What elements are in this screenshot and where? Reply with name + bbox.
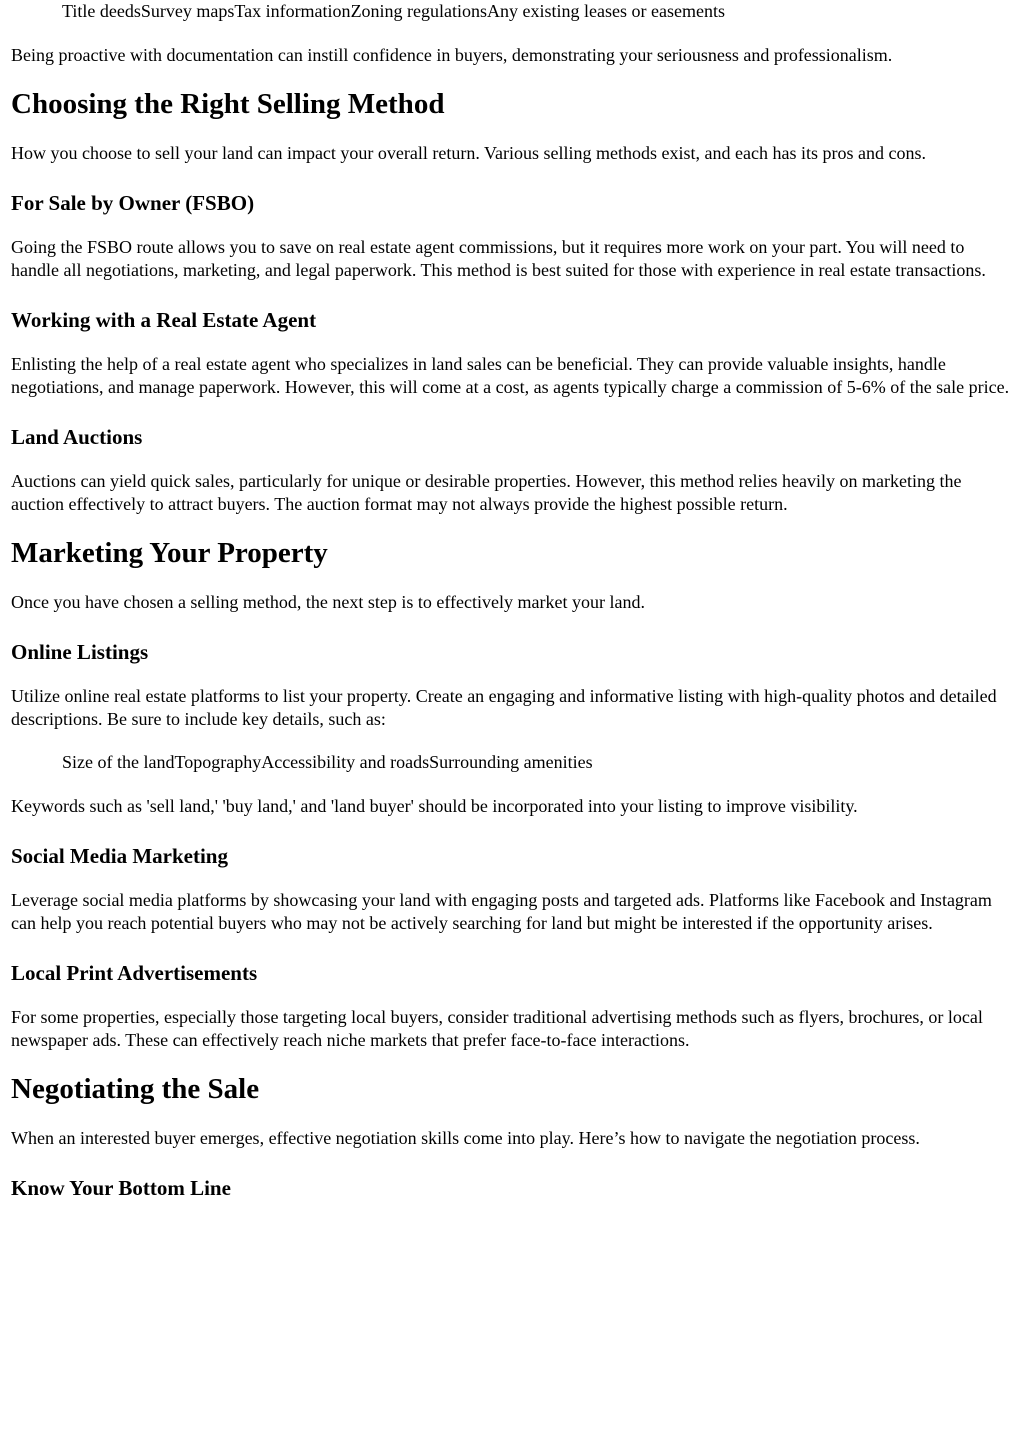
documents-list [11, 0, 1013, 23]
list-item: Size of the land [62, 752, 175, 772]
online-listings-paragraph: Utilize online real estate platforms to list your property. Create an engaging and informative listing with high-quality photos and detailed descriptions. Be sure to include key details, such as: [11, 686, 997, 729]
heading-bottom-line: Know Your Bottom Line [11, 1176, 231, 1200]
social-media-paragraph: Leverage social media platforms by showcasing your land with engaging posts and targeted ads. Platforms like Facebook and Instagram can help you reach potential buyers who may not be actively searching for land but might be interested if the opportunity arises. [11, 890, 992, 933]
heading-local-print: Local Print Advertisements [11, 961, 258, 985]
list-item: Topography [174, 752, 262, 772]
selling-method-paragraph: How you choose to sell your land can impact your overall return. Various selling methods exist, and each has its pros and cons. [11, 143, 926, 163]
agent-paragraph: Enlisting the help of a real estate agent who specializes in land sales can be beneficial. They can provide valuable insights, handle negotiations, and manage paperwork. However, this will come at a cost, as agents typically charge a commission of 5-6% of the sale price. [11, 354, 1010, 397]
keywords-paragraph: Keywords such as 'sell land,' 'buy land,' and 'land buyer' should be incorporated into your listing to improve visibility. [11, 796, 858, 816]
list-item: Surrounding amenities [429, 752, 593, 772]
list-item: Any existing leases or easements [487, 1, 725, 21]
heading-selling-method: Choosing the Right Selling Method [11, 88, 445, 120]
local-print-paragraph: For some properties, especially those targeting local buyers, consider traditional advertising methods such as flyers, brochures, or local newspaper ads. These can effectively reach niche markets that prefer face-to-face interactions. [11, 1007, 983, 1050]
key-details-list [11, 751, 1013, 774]
fsbo-paragraph: Going the FSBO route allows you to save on real estate agent commissions, but it requires more work on your part. You will need to handle all negotiations, marketing, and legal paperwork. This method is best suited for those with experience in real estate transactions. [11, 237, 986, 280]
auctions-paragraph: Auctions can yield quick sales, particularly for unique or desirable properties. However, this method relies heavily on marketing the auction effectively to attract buyers. The auction format may not always provide the highest possible return. [11, 471, 962, 514]
marketing-paragraph: Once you have chosen a selling method, the next step is to effectively market your land. [11, 592, 645, 612]
list-item: Accessibility and roads [261, 752, 430, 772]
intro-paragraph: Being proactive with documentation can instill confidence in buyers, demonstrating your seriousness and professionalism. [11, 45, 893, 65]
heading-real-estate-agent: Working with a Real Estate Agent [11, 308, 317, 332]
heading-fsbo: For Sale by Owner (FSBO) [11, 191, 255, 215]
negotiating-paragraph: When an interested buyer emerges, effective negotiation skills come into play. Here’s how to navigate the negotiation process. [11, 1128, 920, 1148]
list-item: Tax information [234, 1, 351, 21]
heading-negotiating: Negotiating the Sale [11, 1073, 260, 1105]
list-item: Survey maps [140, 1, 235, 21]
list-item: Zoning regulations [350, 1, 488, 21]
heading-land-auctions: Land Auctions [11, 425, 143, 449]
heading-marketing: Marketing Your Property [11, 537, 328, 569]
heading-social-media: Social Media Marketing [11, 844, 228, 868]
list-item: Title deeds [62, 1, 141, 21]
heading-online-listings: Online Listings [11, 640, 149, 664]
